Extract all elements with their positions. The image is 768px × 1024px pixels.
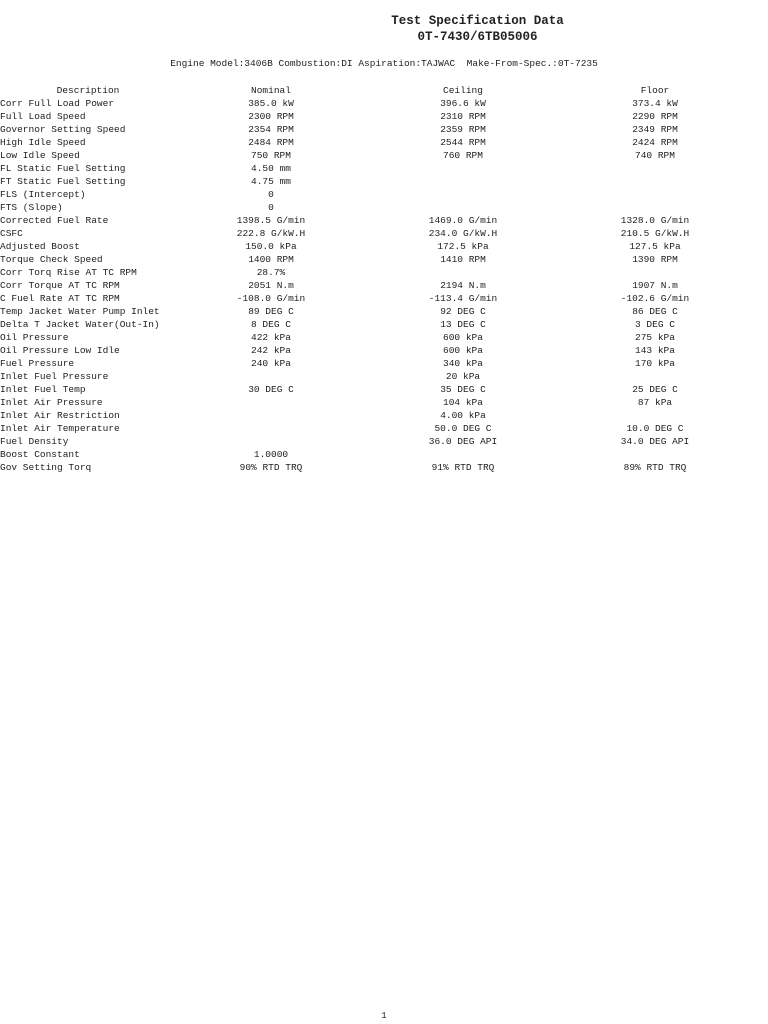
cell-nominal: 2354 RPM [248, 124, 294, 135]
cell-nominal: 385.0 kW [248, 98, 294, 109]
column-header-description: Description [56, 85, 120, 96]
cell-floor: 2349 RPM [632, 124, 678, 135]
cell-floor: 89% RTD TRQ [623, 462, 687, 473]
cell-description: FTS (Slope) [0, 202, 63, 213]
cell-ceiling: -113.4 G/min [428, 293, 498, 304]
column-header-floor: Floor [640, 85, 670, 96]
table-row [0, 110, 768, 123]
cell-floor: 1328.0 G/min [620, 215, 690, 226]
column-header-ceiling: Ceiling [443, 85, 483, 96]
engine-info-line [0, 58, 768, 69]
cell-description: Inlet Fuel Temp [0, 384, 86, 395]
cell-ceiling: 35 DEG C [440, 384, 486, 395]
cell-ceiling: 91% RTD TRQ [431, 462, 495, 473]
cell-nominal: 4.50 mm [251, 163, 291, 174]
table-row [0, 409, 768, 422]
cell-ceiling: 172.5 kPa [437, 241, 489, 252]
cell-nominal: 750 RPM [251, 150, 291, 161]
table-row [0, 97, 768, 110]
make-from-spec-text: Make-From-Spec.:0T-7235 [466, 58, 598, 69]
cell-description: Inlet Air Restriction [0, 410, 120, 421]
cell-nominal: 28.7% [256, 267, 286, 278]
table-row [0, 214, 768, 227]
cell-floor: 1390 RPM [632, 254, 678, 265]
cell-nominal: 89 DEG C [248, 306, 294, 317]
cell-nominal: 242 kPa [251, 345, 291, 356]
cell-nominal: 0 [268, 202, 274, 213]
cell-description: Oil Pressure [0, 332, 69, 343]
cell-ceiling: 4.00 kPa [440, 410, 486, 421]
cell-ceiling: 396.6 kW [440, 98, 486, 109]
cell-description: Fuel Pressure [0, 358, 75, 369]
cell-nominal: 222.8 G/kW.H [236, 228, 306, 239]
cell-floor: 3 DEG C [635, 319, 675, 330]
table-row [0, 162, 768, 175]
cell-ceiling: 1469.0 G/min [428, 215, 498, 226]
cell-ceiling: 2359 RPM [440, 124, 486, 135]
document-subtitle: 0T-7430/6TB05006 [417, 30, 538, 44]
cell-floor: 2424 RPM [632, 137, 678, 148]
cell-nominal: 422 kPa [251, 332, 291, 343]
cell-nominal: 8 DEG C [251, 319, 291, 330]
cell-floor: 87 kPa [637, 397, 673, 408]
combustion-text: Combustion:DI [278, 58, 353, 69]
cell-description: Oil Pressure Low Idle [0, 345, 120, 356]
cell-description: FL Static Fuel Setting [0, 163, 126, 174]
cell-description: High Idle Speed [0, 137, 86, 148]
cell-ceiling: 760 RPM [443, 150, 483, 161]
table-row [0, 305, 768, 318]
cell-floor: 275 kPa [635, 332, 675, 343]
table-header [0, 84, 768, 97]
cell-ceiling: 234.0 G/kW.H [428, 228, 498, 239]
cell-floor: 210.5 G/kW.H [620, 228, 690, 239]
cell-description: Inlet Air Pressure [0, 397, 103, 408]
table-row [0, 448, 768, 461]
cell-floor: 25 DEG C [632, 384, 678, 395]
table-row [0, 201, 768, 214]
cell-nominal: 0 [268, 189, 274, 200]
cell-description: FLS (Intercept) [0, 189, 86, 200]
cell-description: Full Load Speed [0, 111, 86, 122]
table-body [0, 97, 768, 474]
cell-nominal: 1.0000 [253, 449, 289, 460]
cell-nominal: 2051 N.m [248, 280, 294, 291]
cell-description: Low Idle Speed [0, 150, 80, 161]
cell-ceiling: 92 DEG C [440, 306, 486, 317]
table-row [0, 266, 768, 279]
cell-floor: 170 kPa [635, 358, 675, 369]
cell-nominal: 240 kPa [251, 358, 291, 369]
table-row [0, 227, 768, 240]
engine-model-text: Engine Model:3406B [170, 58, 273, 69]
table-row [0, 383, 768, 396]
cell-floor: 143 kPa [635, 345, 675, 356]
table-row [0, 396, 768, 409]
cell-ceiling: 50.0 DEG C [434, 423, 492, 434]
aspiration-text: Aspiration:TAJWAC [358, 58, 456, 69]
cell-nominal: 4.75 mm [251, 176, 291, 187]
cell-floor: 740 RPM [635, 150, 675, 161]
cell-ceiling: 340 kPa [443, 358, 483, 369]
cell-floor: 373.4 kW [632, 98, 678, 109]
table-row [0, 279, 768, 292]
cell-description: Inlet Air Temperature [0, 423, 120, 434]
table-row [0, 292, 768, 305]
table-row [0, 370, 768, 383]
column-header-nominal: Nominal [251, 85, 291, 96]
cell-ceiling: 2310 RPM [440, 111, 486, 122]
cell-ceiling: 1410 RPM [440, 254, 486, 265]
cell-description: FT Static Fuel Setting [0, 176, 126, 187]
cell-description: Corr Torq Rise AT TC RPM [0, 267, 137, 278]
cell-description: Corr Full Load Power [0, 98, 115, 109]
cell-ceiling: 2544 RPM [440, 137, 486, 148]
table-row [0, 175, 768, 188]
cell-ceiling: 2194 N.m [440, 280, 486, 291]
cell-nominal: 2300 RPM [248, 111, 294, 122]
cell-floor: 10.0 DEG C [626, 423, 684, 434]
cell-description: CSFC [0, 228, 23, 239]
cell-description: Inlet Fuel Pressure [0, 371, 109, 382]
table-row [0, 461, 768, 474]
table-row [0, 149, 768, 162]
table-row [0, 318, 768, 331]
cell-ceiling: 600 kPa [443, 345, 483, 356]
cell-floor: 2290 RPM [632, 111, 678, 122]
cell-nominal: 1398.5 G/min [236, 215, 306, 226]
document-title: Test Specification Data [391, 14, 564, 28]
table-row [0, 435, 768, 448]
cell-ceiling: 104 kPa [443, 397, 483, 408]
cell-description: Governor Setting Speed [0, 124, 126, 135]
table-row [0, 422, 768, 435]
cell-nominal: 1400 RPM [248, 254, 294, 265]
spec-table [0, 84, 768, 474]
table-row [0, 240, 768, 253]
cell-nominal: 2484 RPM [248, 137, 294, 148]
cell-description: Gov Setting Torq [0, 462, 92, 473]
cell-ceiling: 20 kPa [445, 371, 481, 382]
cell-description: Torque Check Speed [0, 254, 103, 265]
cell-nominal: 90% RTD TRQ [239, 462, 303, 473]
cell-floor: 86 DEG C [632, 306, 678, 317]
cell-description: Corrected Fuel Rate [0, 215, 109, 226]
cell-description: Boost Constant [0, 449, 80, 460]
table-row [0, 344, 768, 357]
page-number: 1 [381, 1011, 387, 1021]
cell-ceiling: 600 kPa [443, 332, 483, 343]
cell-ceiling: 36.0 DEG API [428, 436, 498, 447]
cell-floor: -102.6 G/min [620, 293, 690, 304]
cell-floor: 1907 N.m [632, 280, 678, 291]
table-row [0, 331, 768, 344]
cell-description: C Fuel Rate AT TC RPM [0, 293, 120, 304]
cell-description: Fuel Density [0, 436, 69, 447]
cell-nominal: -108.0 G/min [236, 293, 306, 304]
cell-floor: 127.5 kPa [629, 241, 681, 252]
table-row [0, 188, 768, 201]
cell-description: Corr Torque AT TC RPM [0, 280, 120, 291]
cell-nominal: 30 DEG C [248, 384, 294, 395]
table-row [0, 357, 768, 370]
cell-description: Adjusted Boost [0, 241, 80, 252]
table-row [0, 136, 768, 149]
cell-description: Delta T Jacket Water(Out-In) [0, 319, 160, 330]
cell-description: Temp Jacket Water Pump Inlet [0, 306, 160, 317]
cell-nominal: 150.0 kPa [245, 241, 297, 252]
table-row [0, 253, 768, 266]
table-row [0, 123, 768, 136]
cell-ceiling: 13 DEG C [440, 319, 486, 330]
cell-floor: 34.0 DEG API [620, 436, 690, 447]
